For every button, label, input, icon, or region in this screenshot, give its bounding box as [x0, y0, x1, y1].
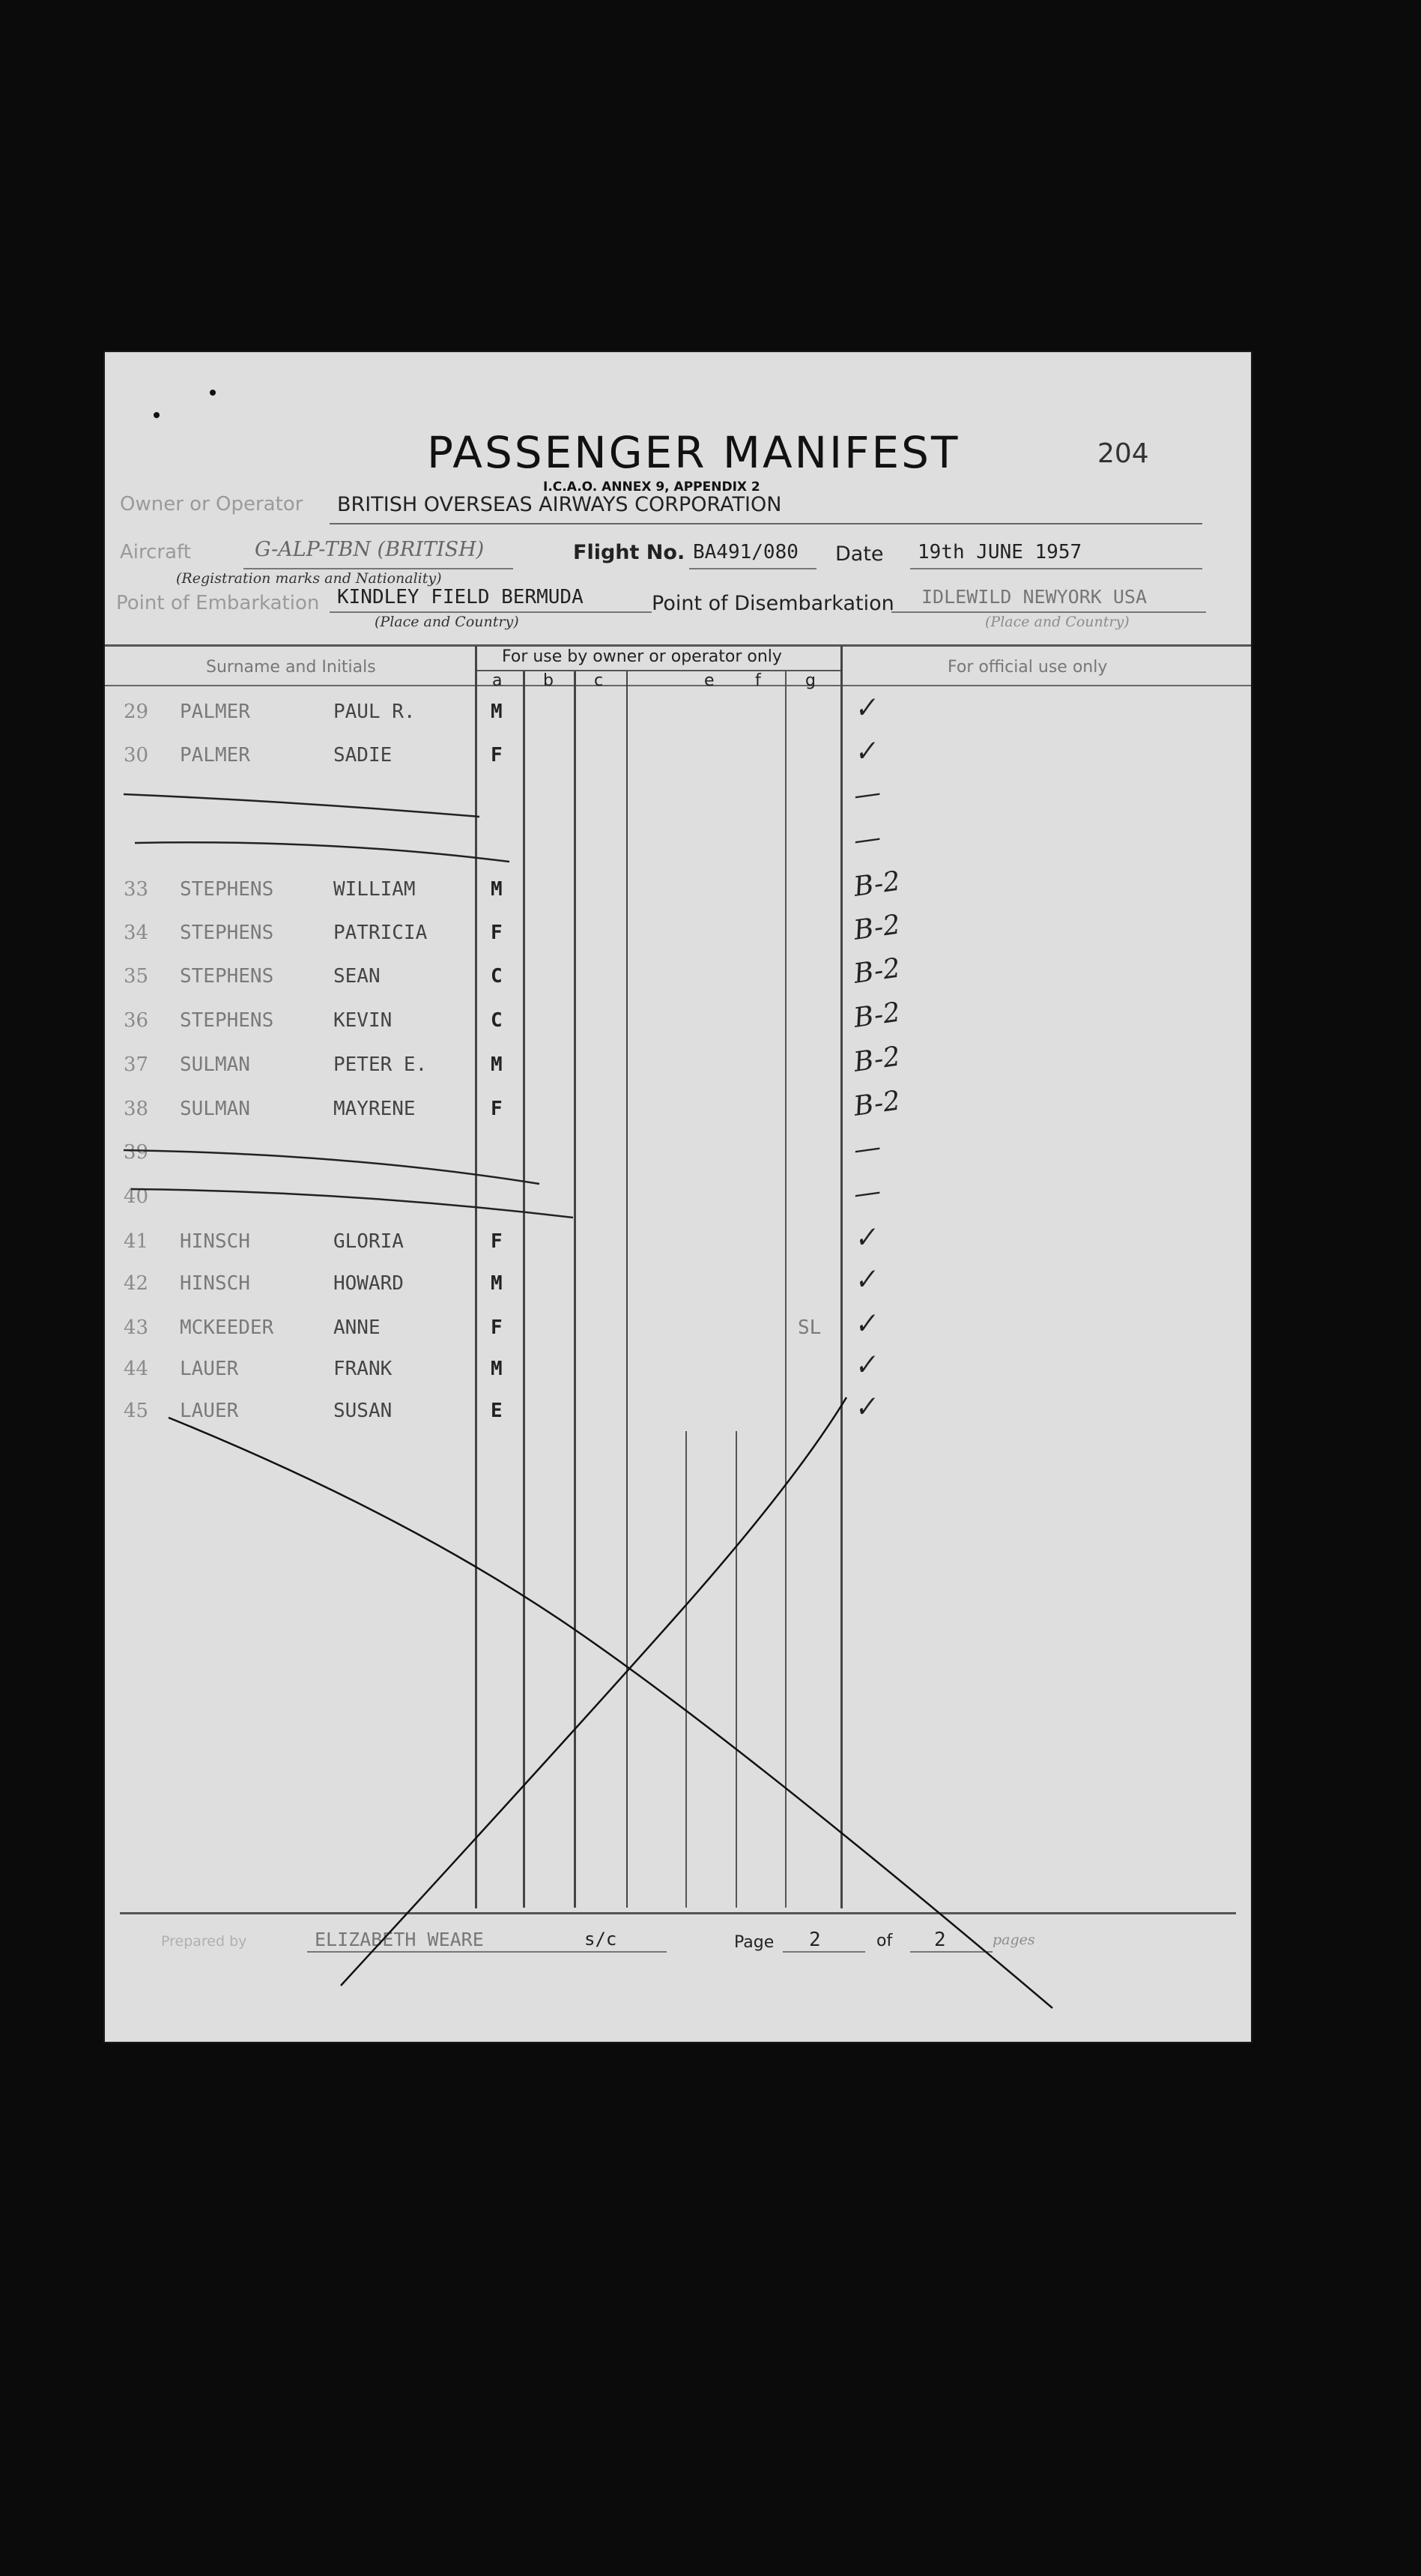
- row-sex: F: [491, 1316, 503, 1339]
- row-official-mark: —: [852, 1176, 883, 1210]
- row-given-name: MAYRENE: [333, 1098, 416, 1120]
- row-official-mark: —: [852, 822, 883, 856]
- row-sex: M: [491, 1053, 503, 1076]
- row-given-name: SEAN: [333, 965, 381, 988]
- col-g-header: g: [805, 671, 816, 690]
- date-label: Date: [835, 542, 884, 566]
- strike-row-40: [131, 1189, 573, 1218]
- flight-label: Flight No.: [573, 541, 685, 564]
- row-sex: F: [491, 922, 503, 944]
- row-sex: M: [491, 878, 503, 901]
- prepared-role: s/c: [584, 1929, 617, 1950]
- row-official-mark: —: [852, 1131, 883, 1166]
- embarkation-caption: (Place and Country): [375, 614, 519, 630]
- row-official-mark: B-2: [852, 909, 903, 946]
- row-given-name: PETER E.: [333, 1053, 428, 1076]
- row-sex: M: [491, 701, 503, 723]
- col-e-header: e: [704, 671, 715, 690]
- row-surname: PALMER: [180, 744, 250, 767]
- official-use-header: For official use only: [948, 658, 1108, 677]
- row-official-mark: B-2: [852, 997, 903, 1034]
- strike-row-31: [124, 794, 479, 817]
- embarkation-value: KINDLEY FIELD BERMUDA: [337, 586, 584, 608]
- row-given-name: SUSAN: [333, 1400, 393, 1422]
- col-b-header: b: [543, 671, 554, 690]
- page-label: Page: [734, 1933, 775, 1952]
- col-f-header: f: [755, 671, 761, 690]
- page-value: 2: [809, 1929, 821, 1951]
- page-number: 204: [1097, 438, 1149, 469]
- cross-out-stroke-2: [341, 1397, 846, 1986]
- row-official-mark: —: [852, 777, 883, 811]
- row-number: 29: [124, 701, 149, 723]
- row-surname: HINSCH: [180, 1272, 250, 1295]
- row-sex: M: [491, 1272, 503, 1295]
- row-sex: F: [491, 1230, 503, 1253]
- row-number: 43: [124, 1316, 149, 1339]
- row-given-name: GLORIA: [333, 1230, 404, 1253]
- col-c-header: c: [594, 671, 604, 690]
- owner-use-header: For use by owner or operator only: [502, 647, 782, 666]
- row-official-mark: B-2: [852, 952, 903, 990]
- row-col-g: SL: [798, 1316, 822, 1339]
- cross-out-stroke-1: [169, 1418, 1052, 2008]
- of-value: 2: [934, 1929, 946, 1951]
- handwritten-marks: [105, 352, 1251, 2042]
- row-sex: F: [491, 744, 503, 767]
- aircraft-label: Aircraft: [120, 541, 191, 563]
- row-surname: STEPHENS: [180, 922, 274, 944]
- row-number: 35: [124, 965, 149, 988]
- row-number: 36: [124, 1009, 149, 1032]
- row-official-mark: ✓: [852, 692, 879, 725]
- row-sex: C: [491, 1009, 503, 1032]
- row-official-mark: ✓: [852, 1221, 879, 1255]
- aircraft-caption: (Registration marks and Nationality): [176, 570, 442, 587]
- of-label: of: [876, 1932, 893, 1950]
- row-number: 33: [124, 878, 149, 901]
- aircraft-value: G-ALP-TBN (BRITISH): [255, 538, 485, 561]
- row-given-name: KEVIN: [333, 1009, 393, 1032]
- row-number: 45: [124, 1400, 149, 1422]
- disembarkation-value: IDLEWILD NEWYORK USA: [921, 586, 1148, 608]
- row-sex: E: [491, 1400, 503, 1422]
- row-surname: SULMAN: [180, 1098, 250, 1120]
- row-given-name: PAUL R.: [333, 701, 416, 723]
- col-a-header: a: [492, 671, 503, 690]
- row-number: 41: [124, 1230, 149, 1253]
- document-title: PASSENGER MANIFEST: [427, 427, 960, 478]
- strike-row-39: [124, 1150, 539, 1184]
- embarkation-label: Point of Embarkation: [116, 592, 320, 614]
- row-official-mark: B-2: [852, 1085, 903, 1122]
- flight-value: BA491/080: [693, 541, 799, 563]
- row-given-name: SADIE: [333, 744, 393, 767]
- surname-column-header: Surname and Initials: [206, 658, 376, 677]
- row-number: 44: [124, 1358, 149, 1380]
- strike-row-32: [135, 842, 509, 862]
- row-official-mark: ✓: [852, 1307, 879, 1341]
- document-subtitle: I.C.A.O. ANNEX 9, APPENDIX 2: [543, 480, 760, 495]
- row-official-mark: ✓: [852, 735, 879, 769]
- prepared-label: Prepared by: [161, 1933, 247, 1950]
- row-given-name: PATRICIA: [333, 922, 428, 944]
- row-sex: C: [491, 965, 503, 988]
- row-number: 38: [124, 1098, 149, 1120]
- owner-label: Owner or Operator: [120, 493, 303, 515]
- row-surname: SULMAN: [180, 1053, 250, 1076]
- manifest-sheet: [105, 352, 1251, 2042]
- owner-value: BRITISH OVERSEAS AIRWAYS CORPORATION: [337, 493, 782, 516]
- disembarkation-label: Point of Disembarkation: [652, 592, 894, 615]
- pages-label: pages: [993, 1932, 1035, 1948]
- row-number: 39: [124, 1141, 149, 1164]
- row-given-name: HOWARD: [333, 1272, 404, 1295]
- prepared-value: ELIZABETH WEARE: [315, 1929, 484, 1950]
- row-surname: STEPHENS: [180, 878, 274, 901]
- row-surname: LAUER: [180, 1400, 239, 1422]
- row-official-mark: ✓: [852, 1263, 879, 1297]
- row-surname: HINSCH: [180, 1230, 250, 1253]
- row-official-mark: B-2: [852, 1041, 903, 1078]
- disembarkation-caption: (Place and Country): [985, 614, 1130, 630]
- row-number: 42: [124, 1272, 149, 1295]
- row-official-mark: ✓: [852, 1349, 879, 1382]
- row-official-mark: ✓: [852, 1391, 879, 1424]
- row-number: 30: [124, 744, 149, 767]
- row-given-name: FRANK: [333, 1358, 393, 1380]
- row-surname: PALMER: [180, 701, 250, 723]
- row-sex: F: [491, 1098, 503, 1120]
- row-surname: STEPHENS: [180, 1009, 274, 1032]
- row-number: 34: [124, 922, 149, 944]
- row-surname: MCKEEDER: [180, 1316, 274, 1339]
- row-number: 40: [124, 1185, 149, 1208]
- row-surname: LAUER: [180, 1358, 239, 1380]
- row-surname: STEPHENS: [180, 965, 274, 988]
- row-number: 37: [124, 1053, 149, 1076]
- row-official-mark: B-2: [852, 865, 903, 903]
- row-sex: M: [491, 1358, 503, 1380]
- row-given-name: ANNE: [333, 1316, 381, 1339]
- row-given-name: WILLIAM: [333, 878, 416, 901]
- date-value: 19th JUNE 1957: [918, 541, 1082, 563]
